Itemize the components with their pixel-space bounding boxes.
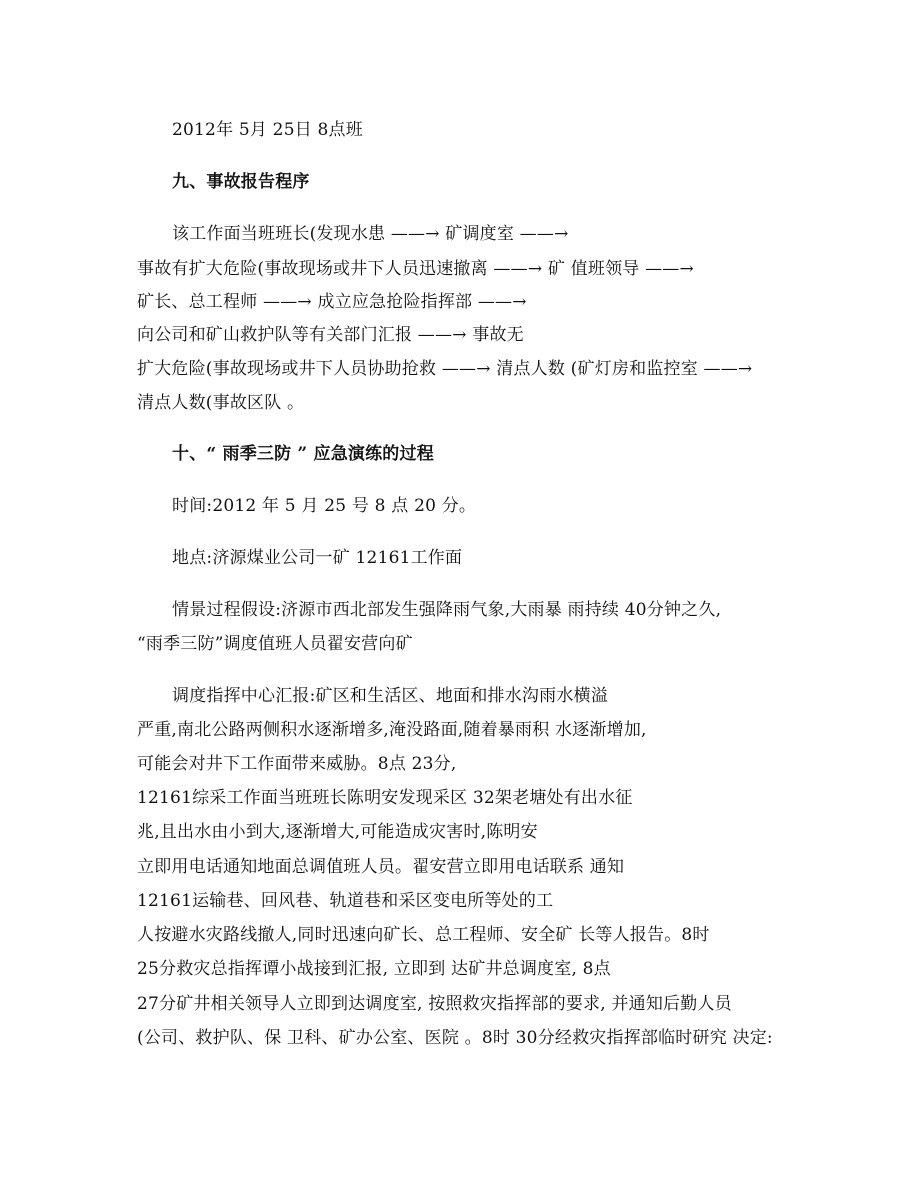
- section-9-line: 该工作面当班班长(发现水患 ——→ 矿调度室 ——→: [172, 224, 569, 244]
- report-line: (公司、救护队、保 卫科、矿办公室、医院 。8时 30分经救灾指挥部临时研究 决定:: [137, 1028, 773, 1048]
- report-line: 调度指挥中心汇报:矿区和生活区、地面和排水沟雨水横溢: [172, 686, 608, 706]
- report-line: 27分矿井相关领导人立即到达调度室, 按照救灾指挥部的要求, 并通知后勤人员: [137, 994, 732, 1014]
- section-9-title: 九、事故报告程序: [172, 172, 310, 192]
- report-line: 严重,南北公路两侧积水逐渐增多,淹没路面,随着暴雨积 水逐渐增加,: [137, 720, 647, 740]
- report-line: 兆,且出水由小到大,逐渐增大,可能造成灾害时,陈明安: [137, 822, 538, 842]
- section-9-line: 向公司和矿山救护队等有关部门汇报 ——→ 事故无: [137, 325, 524, 345]
- section-9-line: 清点人数(事故区队 。: [137, 393, 305, 413]
- date-line: 2012年 5月 25日 8点班: [172, 120, 363, 140]
- report-line: 12161综采工作面当班班长陈明安发现采区 32架老塘处有出水征: [137, 788, 633, 808]
- report-line: 立即用电话通知地面总调值班人员。翟安营立即用电话联系 通知: [137, 857, 625, 877]
- report-line: 12161运输巷、回风巷、轨道巷和采区变电所等处的工: [137, 891, 554, 911]
- time-line: 时间:2012 年 5 月 25 号 8 点 20 分。: [172, 496, 477, 516]
- section-9-line: 扩大危险(事故现场或井下人员协助抢救 ——→ 清点人数 (矿灯房和监控室 ——→: [137, 359, 753, 379]
- place-line: 地点:济源煤业公司一矿 12161工作面: [172, 548, 463, 568]
- scenario-line: “雨季三防”调度值班人员翟安营向矿: [137, 634, 413, 654]
- section-9-line: 矿长、总工程师 ——→ 成立应急抢险指挥部 ——→: [137, 292, 527, 312]
- report-line: 25分救灾总指挥谭小战接到汇报, 立即到 达矿井总调度室, 8点: [137, 959, 611, 979]
- report-line: 可能会对井下工作面带来威胁。8点 23分,: [137, 754, 457, 774]
- section-10-title: 十、“ 雨季三防 ” 应急演练的过程: [172, 444, 434, 464]
- section-9-line: 事故有扩大危险(事故现场或井下人员迅速撤离 ——→ 矿 值班领导 ——→: [137, 259, 694, 279]
- report-line: 人按避水灾路线撤人,同时迅速向矿长、总工程师、安全矿 长等人报告。8时: [137, 925, 710, 945]
- scenario-line: 情景过程假设:济源市西北部发生强降雨气象,大雨暴 雨持续 40分钟之久,: [172, 600, 722, 620]
